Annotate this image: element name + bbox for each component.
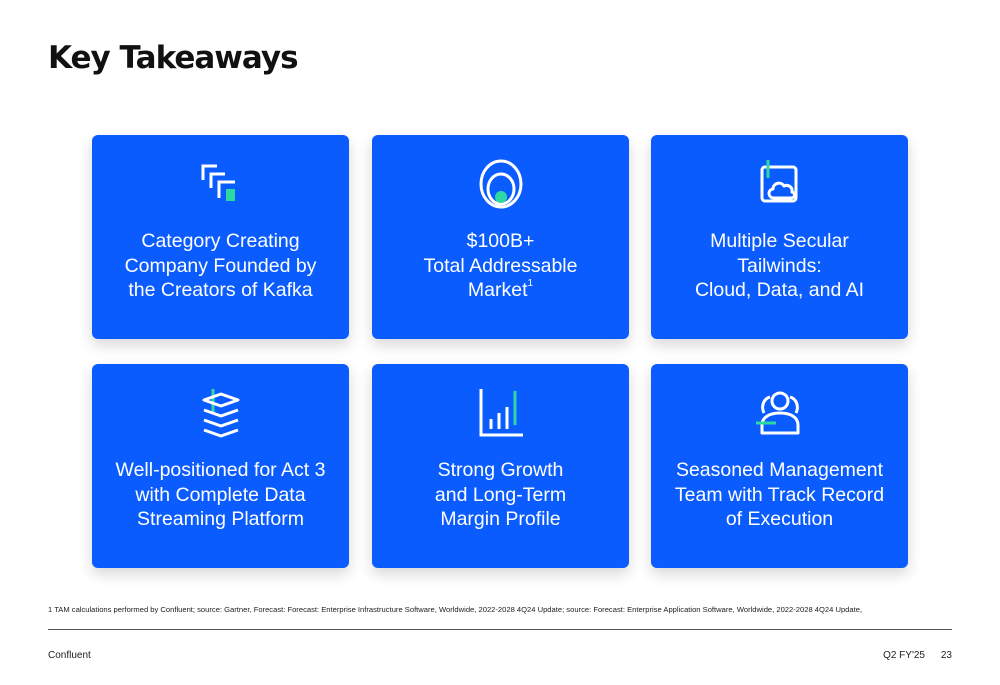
takeaway-card-category-creating xyxy=(92,135,349,339)
takeaway-card-secular-tailwinds xyxy=(651,135,908,339)
takeaway-line: Streaming Platform xyxy=(137,508,304,530)
takeaway-text xyxy=(661,458,898,532)
page-number: 23 xyxy=(940,650,952,661)
concentric-circles-icon xyxy=(475,158,527,210)
takeaway-line: the Creators of Kafka xyxy=(128,279,313,301)
takeaway-card-tam xyxy=(372,135,629,339)
cloud-window-icon xyxy=(754,158,806,210)
takeaway-text xyxy=(102,229,339,303)
footnote: 1 TAM calculations performed by Confluent; source: Gartner, Forecast: Forecast: Enterprise Infrastructure Software, Worldwide, 2022-2028 4Q24 Update; source: Forecast: Enterprise Application Software, Worldwide, 2022-2028 4Q24 Update, xyxy=(48,605,863,614)
footnote-marker: 1 xyxy=(527,278,534,289)
takeaway-line: Category Creating xyxy=(141,230,300,252)
takeaway-card-growth xyxy=(372,364,629,568)
takeaway-line: Total Addressable xyxy=(423,254,578,277)
takeaway-card-act-3 xyxy=(92,364,349,568)
footer-company: Confluent xyxy=(48,650,91,661)
takeaway-line: with Complete Data xyxy=(135,483,306,506)
takeaway-line: of Execution xyxy=(725,508,834,530)
takeaway-text xyxy=(382,229,619,303)
takeaway-line: $100B+ xyxy=(466,230,535,252)
takeaway-line: Company Founded by xyxy=(124,254,317,277)
takeaway-line-text: Market xyxy=(467,279,528,301)
takeaway-card-management xyxy=(651,364,908,568)
takeaway-line xyxy=(382,278,619,303)
bar-chart-icon xyxy=(475,387,527,439)
takeaway-text xyxy=(102,458,339,532)
layers-icon xyxy=(195,387,247,439)
footer-divider xyxy=(48,629,952,630)
takeaway-line: Strong Growth xyxy=(437,459,564,481)
team-person-icon xyxy=(754,387,806,439)
nested-brackets-icon xyxy=(195,158,247,210)
takeaway-line: Well-positioned for Act 3 xyxy=(115,459,326,481)
takeaway-text xyxy=(661,229,898,303)
takeaway-line: Seasoned Management xyxy=(675,459,884,481)
takeaway-line: Team with Track Record xyxy=(674,483,885,506)
takeaway-line: Multiple Secular xyxy=(710,230,849,252)
takeaway-line: Cloud, Data, and AI xyxy=(694,279,865,301)
takeaway-text xyxy=(382,458,619,532)
footer-period: Q2 FY'25 xyxy=(883,650,925,661)
slide-title: Key Takeaways xyxy=(48,40,298,76)
takeaway-line: and Long-Term xyxy=(434,483,567,506)
takeaway-line: Margin Profile xyxy=(440,508,561,530)
takeaway-line: Tailwinds: xyxy=(737,254,822,277)
